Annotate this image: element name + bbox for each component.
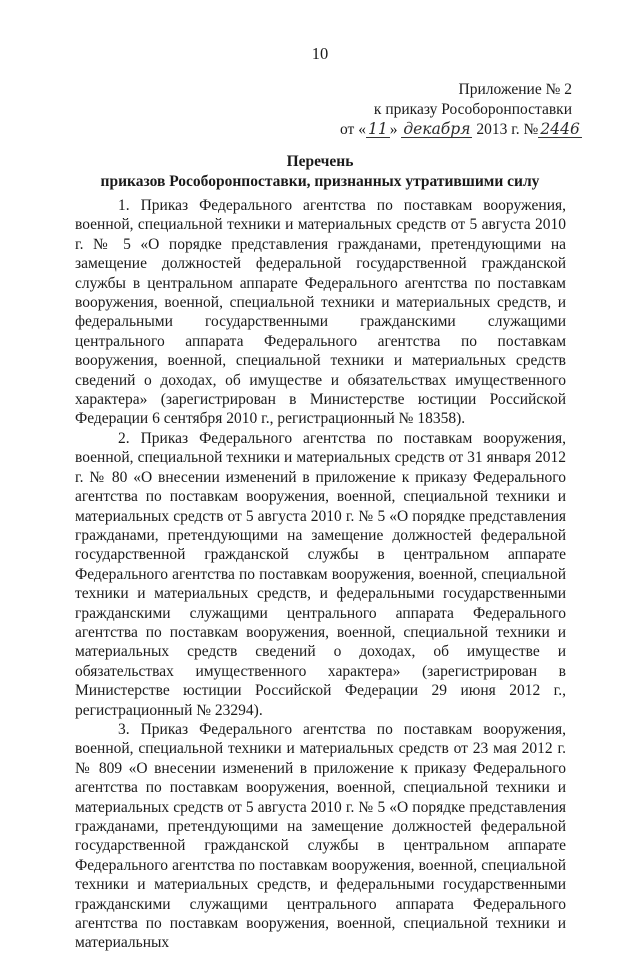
list-item-3: 3. Приказ Федерального агентства по поставкам вооружения, военной, специальной техники и материальных средств от 23 мая 2012 г. № 809 «О внесении изменений в приложение к приказу Федерального агентства по поставкам вооружения, военной, специальной техники и материальных средств от 5 августа 2010 г. № 5 «О порядке представления гражданами, претендующими на замещение должностей федеральной государственной гражданской службы в центральном аппарате Федерального агентства по поставкам вооружения, военной, специальной техники и материальных средств, и федеральными государственными гражданскими служащими центрального аппарата Федерального агентства по поставкам вооружения, военной, специальной техники и материальных bbox=[75, 720, 566, 952]
title-line-1: Перечень bbox=[286, 153, 354, 170]
list-item-2: 2. Приказ Федерального агентства по поставкам вооружения, военной, специальной техники и материальных средств от 31 января 2012 г. № 80 «О внесении изменений в приложение к приказу Федерального агентства по поставкам вооружения, военной, специальной техники и материальных средств от 5 августа 2010 г. № 5 «О порядке представления гражданами, претендующими на замещение должностей федеральной государственной гражданской службы в центральном аппарате Федерального агентства по поставкам вооружения, военной, специальной техники и материальных средств, и федеральными государственными гражданскими служащими центрального аппарата Федерального агентства по поставкам вооружения, военной, специальной техники и материальных средств сведений о доходах, об имуществе и обязательствах имущественного характера» (зарегистрирован в Министерстве юстиции Российской Федерации 29 июня 2012 г., регистрационный № 23294). bbox=[75, 429, 566, 719]
appendix-header bbox=[340, 80, 580, 140]
title-line-2: приказов Рособоронпоставки, признанных утратившими силу bbox=[100, 173, 540, 190]
orders-list bbox=[75, 196, 566, 953]
appendix-title: Приложение № 2 bbox=[458, 81, 572, 98]
date-prefix: от « bbox=[340, 121, 366, 138]
date-year: 2013 г. № bbox=[476, 121, 539, 138]
appendix-order-reference: к приказу Рособоронпоставки bbox=[373, 101, 572, 118]
list-item-1: 1. Приказ Федерального агентства по поставкам вооружения, военной, специальной техники и материальных средств от 5 августа 2010 г. № 5 «О порядке представления гражданами, претендующими на замещение должностей федеральной государственной гражданской службы в центральном аппарате Федерального агентства по поставкам вооружения, военной, специальной техники и материальных средств, и федеральными государственными гражданскими служащими центрального аппарата Федерального агентства по поставкам вооружения, военной, специальной техники и материальных средств сведений о доходах, об имуществе и обязательствах имущественного характера» (зарегистрирован в Министерстве юстиции Российской Федерации 6 сентября 2010 г., регистрационный № 18358). bbox=[75, 197, 566, 428]
handwritten-month: декабря bbox=[403, 120, 471, 138]
handwritten-day: 11 bbox=[367, 120, 388, 138]
appendix-date-line bbox=[340, 120, 580, 140]
document-title bbox=[60, 152, 580, 192]
page-number: 10 bbox=[311, 44, 329, 63]
date-mid: » bbox=[389, 121, 398, 138]
handwritten-order-number: 2446 bbox=[540, 120, 580, 138]
